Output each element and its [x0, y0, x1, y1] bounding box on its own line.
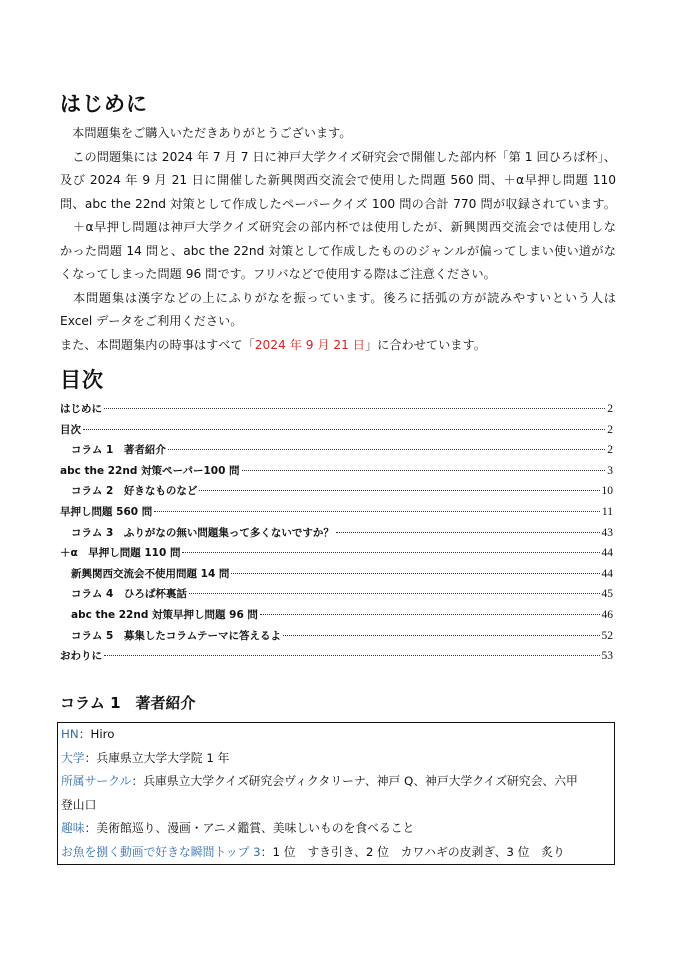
toc-leader-dots: [104, 655, 600, 656]
toc-entry[interactable]: [60, 605, 613, 626]
toc-entry-label: abc the 22nd 対策早押し問題 96 問: [71, 608, 258, 621]
intro-line: 本問題集は漢字などの上にふりがなを振っています。後ろに括弧の方が読みやすいという人は: [60, 290, 616, 305]
intro-heading: はじめに: [60, 92, 148, 116]
toc-leader-dots: [182, 552, 599, 553]
profile-row: [58, 723, 614, 747]
toc-entry-label: コラム 5 募集したコラムテーマに答えるよ: [71, 629, 282, 642]
toc-entry-label: コラム 4 ひろぱ杯裏話: [71, 588, 187, 601]
profile-colon: ：: [131, 774, 144, 788]
toc-entry-page: 53: [601, 650, 613, 663]
profile-value: Hiro: [90, 727, 115, 741]
toc-entry-page: 52: [601, 629, 613, 642]
toc-entry[interactable]: [60, 420, 613, 441]
toc-entry-label: abc the 22nd 対策ペーパー100 問: [60, 464, 240, 477]
intro-line: Excel データをご利用ください。: [60, 314, 243, 328]
profile-value: 美術館巡り、漫画・アニメ鑑賞、美味しいものを食べること: [96, 821, 415, 835]
profile-colon: ：: [84, 821, 97, 835]
intro-date-highlight: 2024 年 9 月 21 日: [254, 337, 365, 352]
toc-entry-page: 44: [601, 547, 613, 560]
toc-entry-label: 目次: [60, 423, 81, 436]
toc-entry-label: 早押し問題 560 問: [60, 505, 153, 518]
toc-leader-dots: [260, 614, 600, 615]
toc-entry[interactable]: [60, 481, 613, 502]
profile-label: 所属サークル: [61, 774, 132, 788]
toc-entry[interactable]: [60, 584, 613, 605]
toc-entry-label: 新興関西交流会不使用問題 14 問: [71, 567, 230, 580]
column1-heading: コラム 1 著者紹介: [60, 694, 196, 712]
table-of-contents: [60, 399, 613, 667]
toc-entry[interactable]: [60, 543, 613, 564]
toc-entry-page: 2: [607, 423, 613, 436]
intro-line: 及び 2024 年 9 月 21 日に開催した新興関西交流会で使用した問題 560 問、＋α早押し問題 110: [60, 173, 616, 187]
toc-leader-dots: [242, 470, 606, 471]
toc-entry[interactable]: [60, 626, 613, 647]
toc-entry-label: コラム 2 好きなものなど: [71, 485, 198, 498]
intro-line: くなってしまった問題 96 問です。フリバなどで使用する際はご注意ください。: [60, 267, 496, 281]
profile-row: [58, 747, 614, 771]
toc-entry-page: 2: [607, 403, 613, 415]
toc-leader-dots: [199, 490, 599, 491]
toc-heading: 目次: [60, 368, 104, 392]
toc-entry[interactable]: [60, 461, 613, 482]
profile-value: 兵庫県立大学大学院 1 年: [96, 750, 230, 765]
intro-final-line: [60, 334, 616, 358]
toc-entry-label: はじめに: [60, 403, 102, 415]
profile-label: 趣味: [61, 821, 85, 835]
toc-entry-page: 45: [601, 588, 613, 601]
profile-colon: ：: [260, 844, 273, 859]
profile-row: [58, 794, 614, 818]
toc-leader-dots: [154, 511, 600, 512]
toc-entry-label: ＋α 早押し問題 110 問: [60, 547, 181, 560]
profile-value: 1 位 すき引き、2 位 カワハギの皮剥ぎ、3 位 炙り: [272, 844, 565, 859]
toc-entry-label: コラム 1 著者紹介: [71, 444, 166, 457]
toc-leader-dots: [189, 593, 600, 594]
author-profile-box: [57, 722, 615, 865]
toc-entry-page: 44: [601, 567, 613, 580]
toc-leader-dots: [283, 635, 599, 636]
profile-label: 大学: [61, 750, 85, 765]
toc-entry[interactable]: [60, 646, 613, 667]
toc-entry-page: 3: [607, 464, 613, 477]
intro-final-after: 」に合わせています。: [364, 337, 486, 352]
profile-colon: ：: [78, 727, 91, 741]
toc-leader-dots: [168, 449, 605, 450]
toc-leader-dots: [104, 408, 605, 409]
intro-final-before: また、本問題集内の時事はすべて「: [60, 337, 255, 352]
intro-line: 問、abc the 22nd 対策として作成したペーパークイズ 100 問の合計 770 問が収録されています。: [60, 196, 616, 211]
profile-row: [58, 841, 614, 865]
toc-entry-page: 10: [601, 485, 613, 498]
toc-leader-dots: [336, 532, 600, 533]
toc-entry-label: コラム 3 ふりがなの無い問題集って多くないですか？: [71, 526, 334, 539]
toc-entry-page: 11: [601, 505, 613, 518]
toc-entry[interactable]: [60, 523, 613, 544]
profile-value: 登山口: [61, 797, 97, 812]
profile-colon: ：: [84, 750, 97, 765]
intro-line: かった問題 14 問と、abc the 22nd 対策として作成したもののジャンルが偏ってしまい使い道がな: [60, 243, 616, 258]
profile-row: [58, 770, 614, 794]
toc-entry-page: 2: [607, 444, 613, 457]
intro-body: [60, 122, 616, 357]
toc-entry-label: おわりに: [60, 650, 102, 663]
profile-value: 兵庫県立大学クイズ研究会ヴィクタリーナ、神戸 Q、神戸大学クイズ研究会、六甲: [143, 774, 578, 788]
intro-line: この問題集には 2024 年 7 月 7 日に神戸大学クイズ研究会で開催した部内杯「第 1 回ひろぱ杯」、: [60, 149, 616, 164]
toc-entry-page: 43: [601, 526, 613, 539]
profile-row: [58, 817, 614, 841]
toc-entry-page: 46: [601, 608, 613, 621]
toc-entry[interactable]: [60, 399, 613, 420]
toc-entry[interactable]: [60, 564, 613, 585]
toc-entry[interactable]: [60, 502, 613, 523]
intro-line: 本問題集をご購入いただきありがとうございます。: [60, 126, 352, 140]
intro-line: ＋α早押し問題は神戸大学クイズ研究会の部内杯では使用したが、新興関西交流会では使用しな: [60, 220, 616, 234]
toc-entry[interactable]: [60, 440, 613, 461]
profile-label: HN: [61, 727, 79, 741]
profile-label: お魚を捌く動画で好きな瞬間トップ 3: [61, 844, 261, 859]
toc-leader-dots: [231, 573, 599, 574]
toc-leader-dots: [83, 429, 605, 430]
